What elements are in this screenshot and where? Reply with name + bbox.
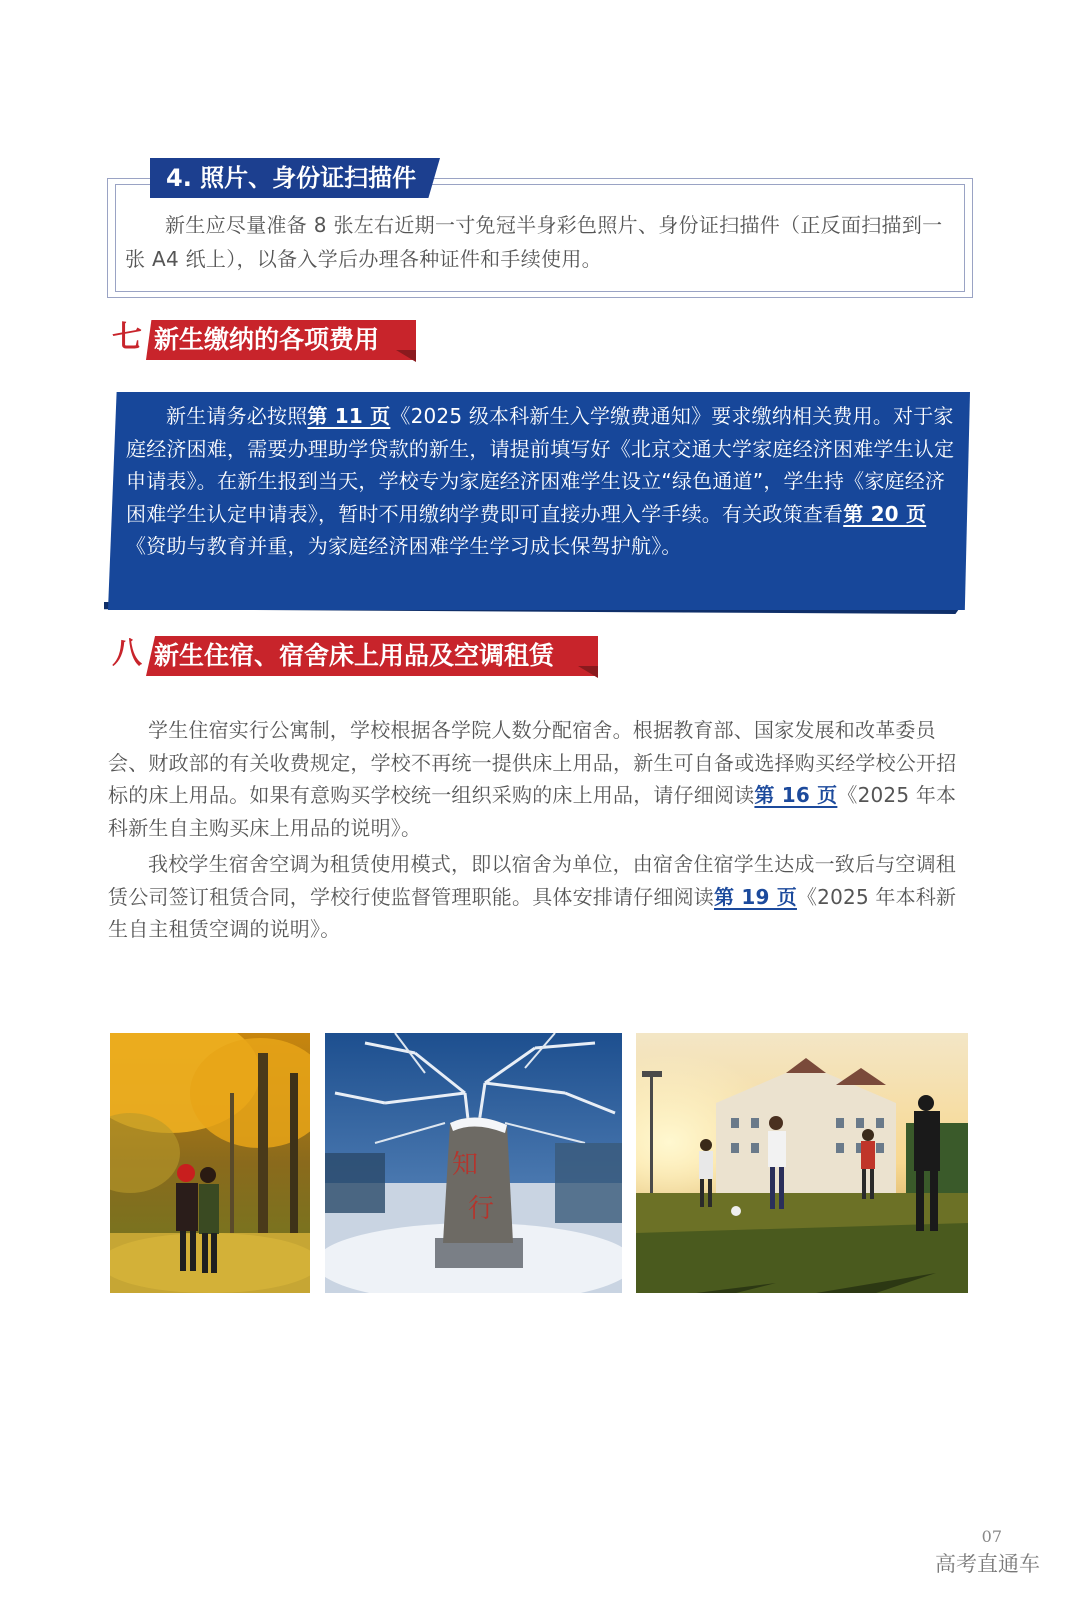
page-number: 07	[981, 1527, 1002, 1546]
footer-brand: 高考直通车	[935, 1552, 1040, 1576]
section7-page20-link[interactable]: 第 20 页	[843, 501, 927, 526]
section8-p1-text-b: 《2025 年本科新生自主购买床上用品的说明》。	[108, 783, 957, 840]
section8-p2-text-b: 《2025 年本科新生自主租赁空调的说明》。	[108, 884, 957, 941]
stone-inscription-top: 知	[451, 1150, 479, 1180]
section7-text-b: 《2025 级本科新生入学缴费通知》要求缴纳相关费用。对于家庭经济困难，需要办理助学贷款的新生，请提前填写好《北京交通大学家庭经济困难学生认定申请表》。在新生报到当天，学校专为家庭经济困难学生设立“绿色通道”，学生持《家庭经济困难学生认定申请表》，暂时不用缴纳学费即可直接办理入学手续。有关政策查看	[126, 404, 955, 526]
section4-title: 4. 照片、身份证扫描件	[166, 164, 417, 192]
section8-page19-link[interactable]: 第 19 页	[714, 884, 797, 909]
section7-number: 七	[112, 320, 142, 355]
section7-text-c: 《资助与教育并重，为家庭经济困难学生学习成长保驾护航》。	[126, 534, 682, 558]
section8-p2-text-a: 我校学生宿舍空调为租赁使用模式，即以宿舍为单位，由宿舍住宿学生达成一致后与空调租赁公司签订租赁合同，学校行使监督管理职能。具体安排请仔细阅读	[108, 852, 956, 909]
section7-body	[126, 400, 956, 563]
photo-snow-stone	[325, 1033, 622, 1293]
section4-body: 新生应尽量准备 8 张左右近期一寸免冠半身彩色照片、身份证扫描件（正反面扫描到一张 A4 纸上），以备入学后办理各种证件和手续使用。	[125, 213, 943, 271]
section8-number: 八	[112, 636, 142, 671]
stone-inscription-bottom: 行	[467, 1194, 495, 1224]
section8-title: 新生住宿、宿舍床上用品及空调租赁	[154, 641, 555, 670]
section7-text-a: 新生请务必按照	[166, 404, 308, 428]
section7-page11-link[interactable]: 第 11 页	[307, 404, 391, 428]
photo-autumn-couple	[110, 1033, 310, 1293]
section8-p1-text-a: 学生住宿实行公寓制，学校根据各学院人数分配宿舍。根据教育部、国家发展和改革委员会、财政部的有关收费规定，学校不再统一提供床上用品，新生可自备或选择购买经学校公开招标的床上用品。如果有意购买学校统一组织采购的床上用品，请仔细阅读	[108, 718, 957, 807]
photo-campus-soccer	[636, 1033, 968, 1293]
section8-page16-link[interactable]: 第 16 页	[754, 783, 838, 807]
section7-title: 新生缴纳的各项费用	[154, 325, 380, 354]
section8-body	[108, 714, 970, 950]
